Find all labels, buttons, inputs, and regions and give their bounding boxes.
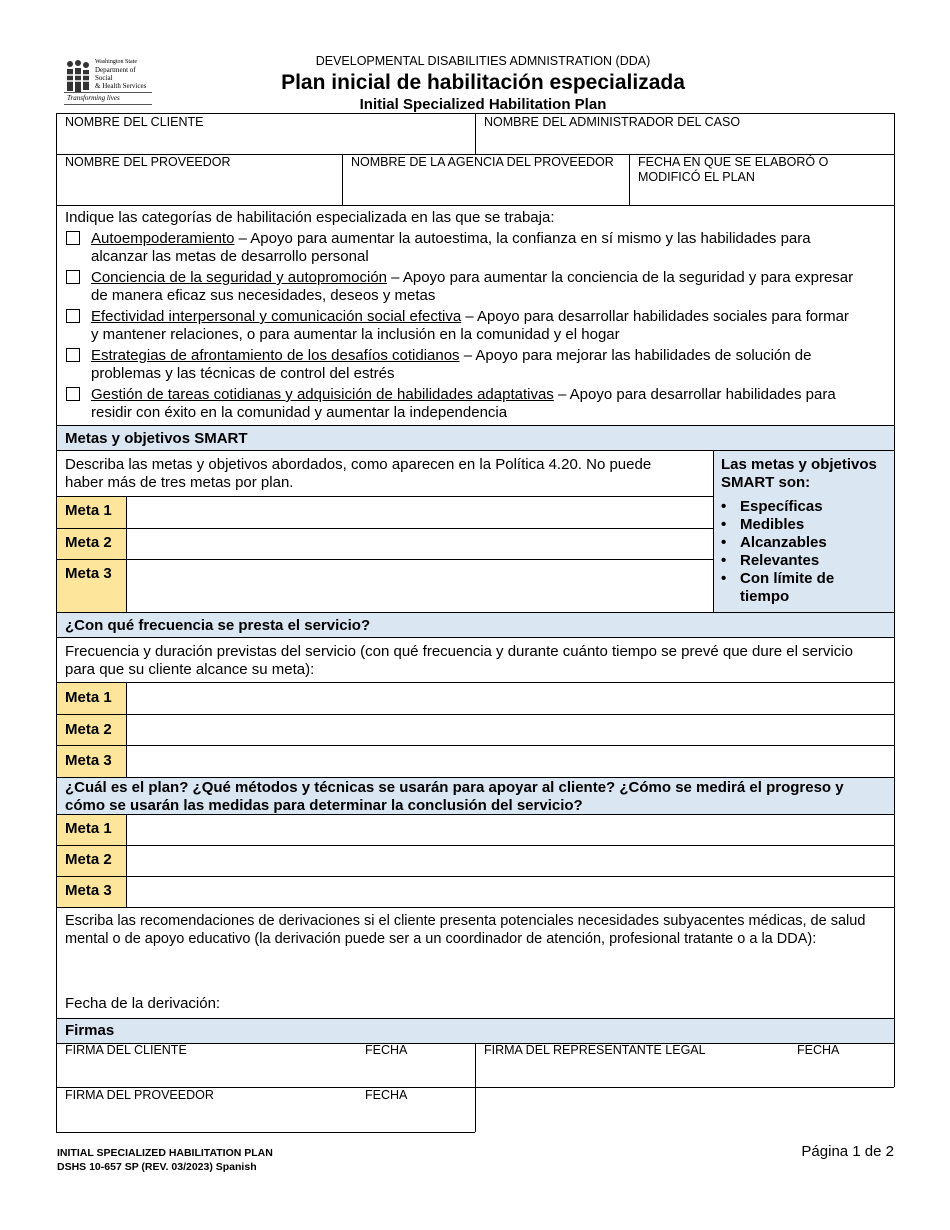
frequency-goal-input[interactable]: [127, 746, 893, 776]
logo-line1: Washington State: [95, 59, 138, 65]
smart-criterion: Específicas: [740, 498, 823, 515]
footer-form-number: DSHS 10-657 SP (REV. 03/2023) Spanish: [57, 1161, 257, 1173]
legal-rep-signature-date[interactable]: FECHA: [797, 1043, 840, 1057]
agency-name: DEVELOPMENTAL DISABILITIES ADMNISTRATION (DDA): [315, 54, 651, 68]
smart-goal-input[interactable]: [127, 560, 712, 611]
smart-goal-label: Meta 1: [65, 502, 112, 519]
logo-line2: Department of Social: [95, 66, 136, 82]
smart-criterion: tiempo: [740, 588, 790, 605]
referral-desc-line2: mental o de apoyo educativo (la derivación puede ser a un coordinador de atención, profesional tratante o a la DDA):: [65, 931, 817, 947]
plan-goal-input[interactable]: [127, 877, 893, 906]
smart-criterion: Con límite de: [740, 570, 835, 587]
smart-criterion: Relevantes: [740, 552, 820, 569]
category-title: Efectividad interpersonal y comunicación social efectiva: [91, 308, 462, 325]
smart-section-header: Metas y objetivos SMART: [65, 430, 248, 447]
plan-section-header-line1: ¿Cuál es el plan? ¿Qué métodos y técnicas se usarán para apoyar al cliente? ¿Cómo se medirá el progreso y: [65, 779, 844, 796]
footer-page-number: Página 1 de 2: [801, 1143, 894, 1160]
category-desc: – Apoyo para aumentar la autoestima, la confianza en sí mismo y las habilidades para: [234, 230, 811, 247]
checkbox-estrategias-afrontamiento[interactable]: [66, 348, 80, 362]
frequency-goal-label: Meta 1: [65, 689, 112, 706]
referral-desc-line1: Escriba las recomendaciones de derivaciones si el cliente presenta potenciales necesidades subyacentes médicas, de salud: [65, 913, 866, 929]
provider-signature-date[interactable]: FECHA: [365, 1088, 408, 1102]
smart-criterion: Medibles: [740, 516, 805, 533]
client-signature-date[interactable]: FECHA: [365, 1043, 408, 1057]
provider-agency-field[interactable]: NOMBRE DE LA AGENCIA DEL PROVEEDOR: [351, 155, 614, 169]
smart-goal-input[interactable]: [127, 529, 712, 558]
page-subtitle: Initial Specialized Habilitation Plan: [359, 96, 607, 113]
provider-signature-field[interactable]: FIRMA DEL PROVEEDOR: [65, 1088, 214, 1102]
smart-goal-label: Meta 2: [65, 534, 112, 551]
checkbox-autoempoderamiento[interactable]: [66, 231, 80, 245]
signatures-section-header: Firmas: [65, 1022, 115, 1039]
category-desc-cont: alcanzar las metas de desarrollo personal: [91, 248, 369, 265]
smart-side-title-line1: Las metas y objetivos: [721, 456, 877, 473]
case-manager-field[interactable]: NOMBRE DEL ADMINISTRADOR DEL CASO: [484, 115, 741, 129]
client-signature-field[interactable]: FIRMA DEL CLIENTE: [65, 1043, 187, 1057]
plan-section-header-line2: cómo se usarán las medidas para determinar la conclusión del servicio?: [65, 797, 583, 814]
plan-date-field[interactable]: FECHA EN QUE SE ELABORÓ O MODIFICÓ EL PLAN: [638, 155, 829, 184]
frequency-section-header: ¿Con qué frecuencia se presta el servicio?: [65, 617, 371, 634]
page-title: Plan inicial de habilitación especializada: [281, 71, 685, 94]
frequency-goal-input[interactable]: [127, 715, 893, 744]
category-desc-cont: residir con éxito en la comunidad y aumentar la independencia: [91, 404, 508, 421]
category-desc: – Apoyo para aumentar la conciencia de la seguridad y para expresar: [387, 269, 854, 286]
frequency-desc-line1: Frecuencia y duración previstas del servicio (con qué frecuencia y durante cuánto tiempo se prevé que dure el servicio: [65, 643, 853, 660]
category-title: Estrategias de afrontamiento de los desafíos cotidianos: [91, 347, 460, 364]
frequency-goal-label: Meta 2: [65, 721, 112, 738]
plan-goal-input[interactable]: [127, 846, 893, 875]
checkbox-conciencia-seguridad[interactable]: [66, 270, 80, 284]
category-desc: – Apoyo para mejorar las habilidades de solución de: [459, 347, 812, 364]
smart-desc-line1: Describa las metas y objetivos abordados, como aparecen en la Política 4.20. No puede: [65, 456, 652, 473]
smart-goal-label: Meta 3: [65, 565, 112, 582]
smart-criterion: Alcanzables: [740, 534, 827, 551]
category-desc: – Apoyo para desarrollar habilidades sociales para formar: [461, 308, 849, 325]
referral-date-label: Fecha de la derivación:: [65, 995, 221, 1012]
categories-intro: Indique las categorías de habilitación especializada en las que se trabaja:: [65, 209, 555, 226]
client-name-field[interactable]: NOMBRE DEL CLIENTE: [65, 115, 204, 129]
frequency-goal-label: Meta 3: [65, 752, 112, 769]
legal-rep-signature-field[interactable]: FIRMA DEL REPRESENTANTE LEGAL: [484, 1043, 706, 1057]
smart-side-title-line2: SMART son:: [721, 474, 811, 491]
frequency-desc-line2: para que su cliente alcance su meta):: [65, 661, 315, 678]
category-desc: – Apoyo para desarrollar habilidades para: [553, 386, 836, 403]
checkbox-gestion-tareas[interactable]: [66, 387, 80, 401]
category-title: Gestión de tareas cotidianas y adquisición de habilidades adaptativas: [91, 386, 554, 403]
category-desc-cont: de manera eficaz sus necesidades, deseos y metas: [91, 287, 436, 304]
category-title: Conciencia de la seguridad y autopromoción: [91, 269, 388, 286]
smart-criteria-list: • Específicas • Medibles • Alcanzables • Relevantes • Con límite de tiempo: [721, 498, 835, 605]
smart-desc-line2: haber más de tres metas por plan.: [65, 474, 294, 491]
smart-side-title: [721, 456, 877, 492]
footer-form-name: INITIAL SPECIALIZED HABILITATION PLAN: [57, 1147, 273, 1159]
frequency-goal-input[interactable]: [127, 683, 893, 713]
plan-goal-label: Meta 3: [65, 882, 112, 899]
category-desc-cont: problemas y las técnicas de control del estrés: [91, 365, 395, 382]
category-title: Autoempoderamiento: [91, 230, 235, 247]
referral-text-area[interactable]: [60, 950, 890, 990]
provider-name-field[interactable]: NOMBRE DEL PROVEEDOR: [65, 155, 231, 169]
category-desc-cont: y mantener relaciones, o para aumentar la inclusión en la comunidad y el hogar: [91, 326, 620, 343]
plan-goal-label: Meta 2: [65, 851, 112, 868]
smart-goal-input[interactable]: [127, 497, 712, 527]
logo-tagline: Transforming lives: [67, 94, 120, 102]
plan-goal-input[interactable]: [127, 815, 893, 844]
checkbox-efectividad-interpersonal[interactable]: [66, 309, 80, 323]
plan-goal-label: Meta 1: [65, 820, 112, 837]
logo-line3: & Health Services: [95, 82, 147, 90]
